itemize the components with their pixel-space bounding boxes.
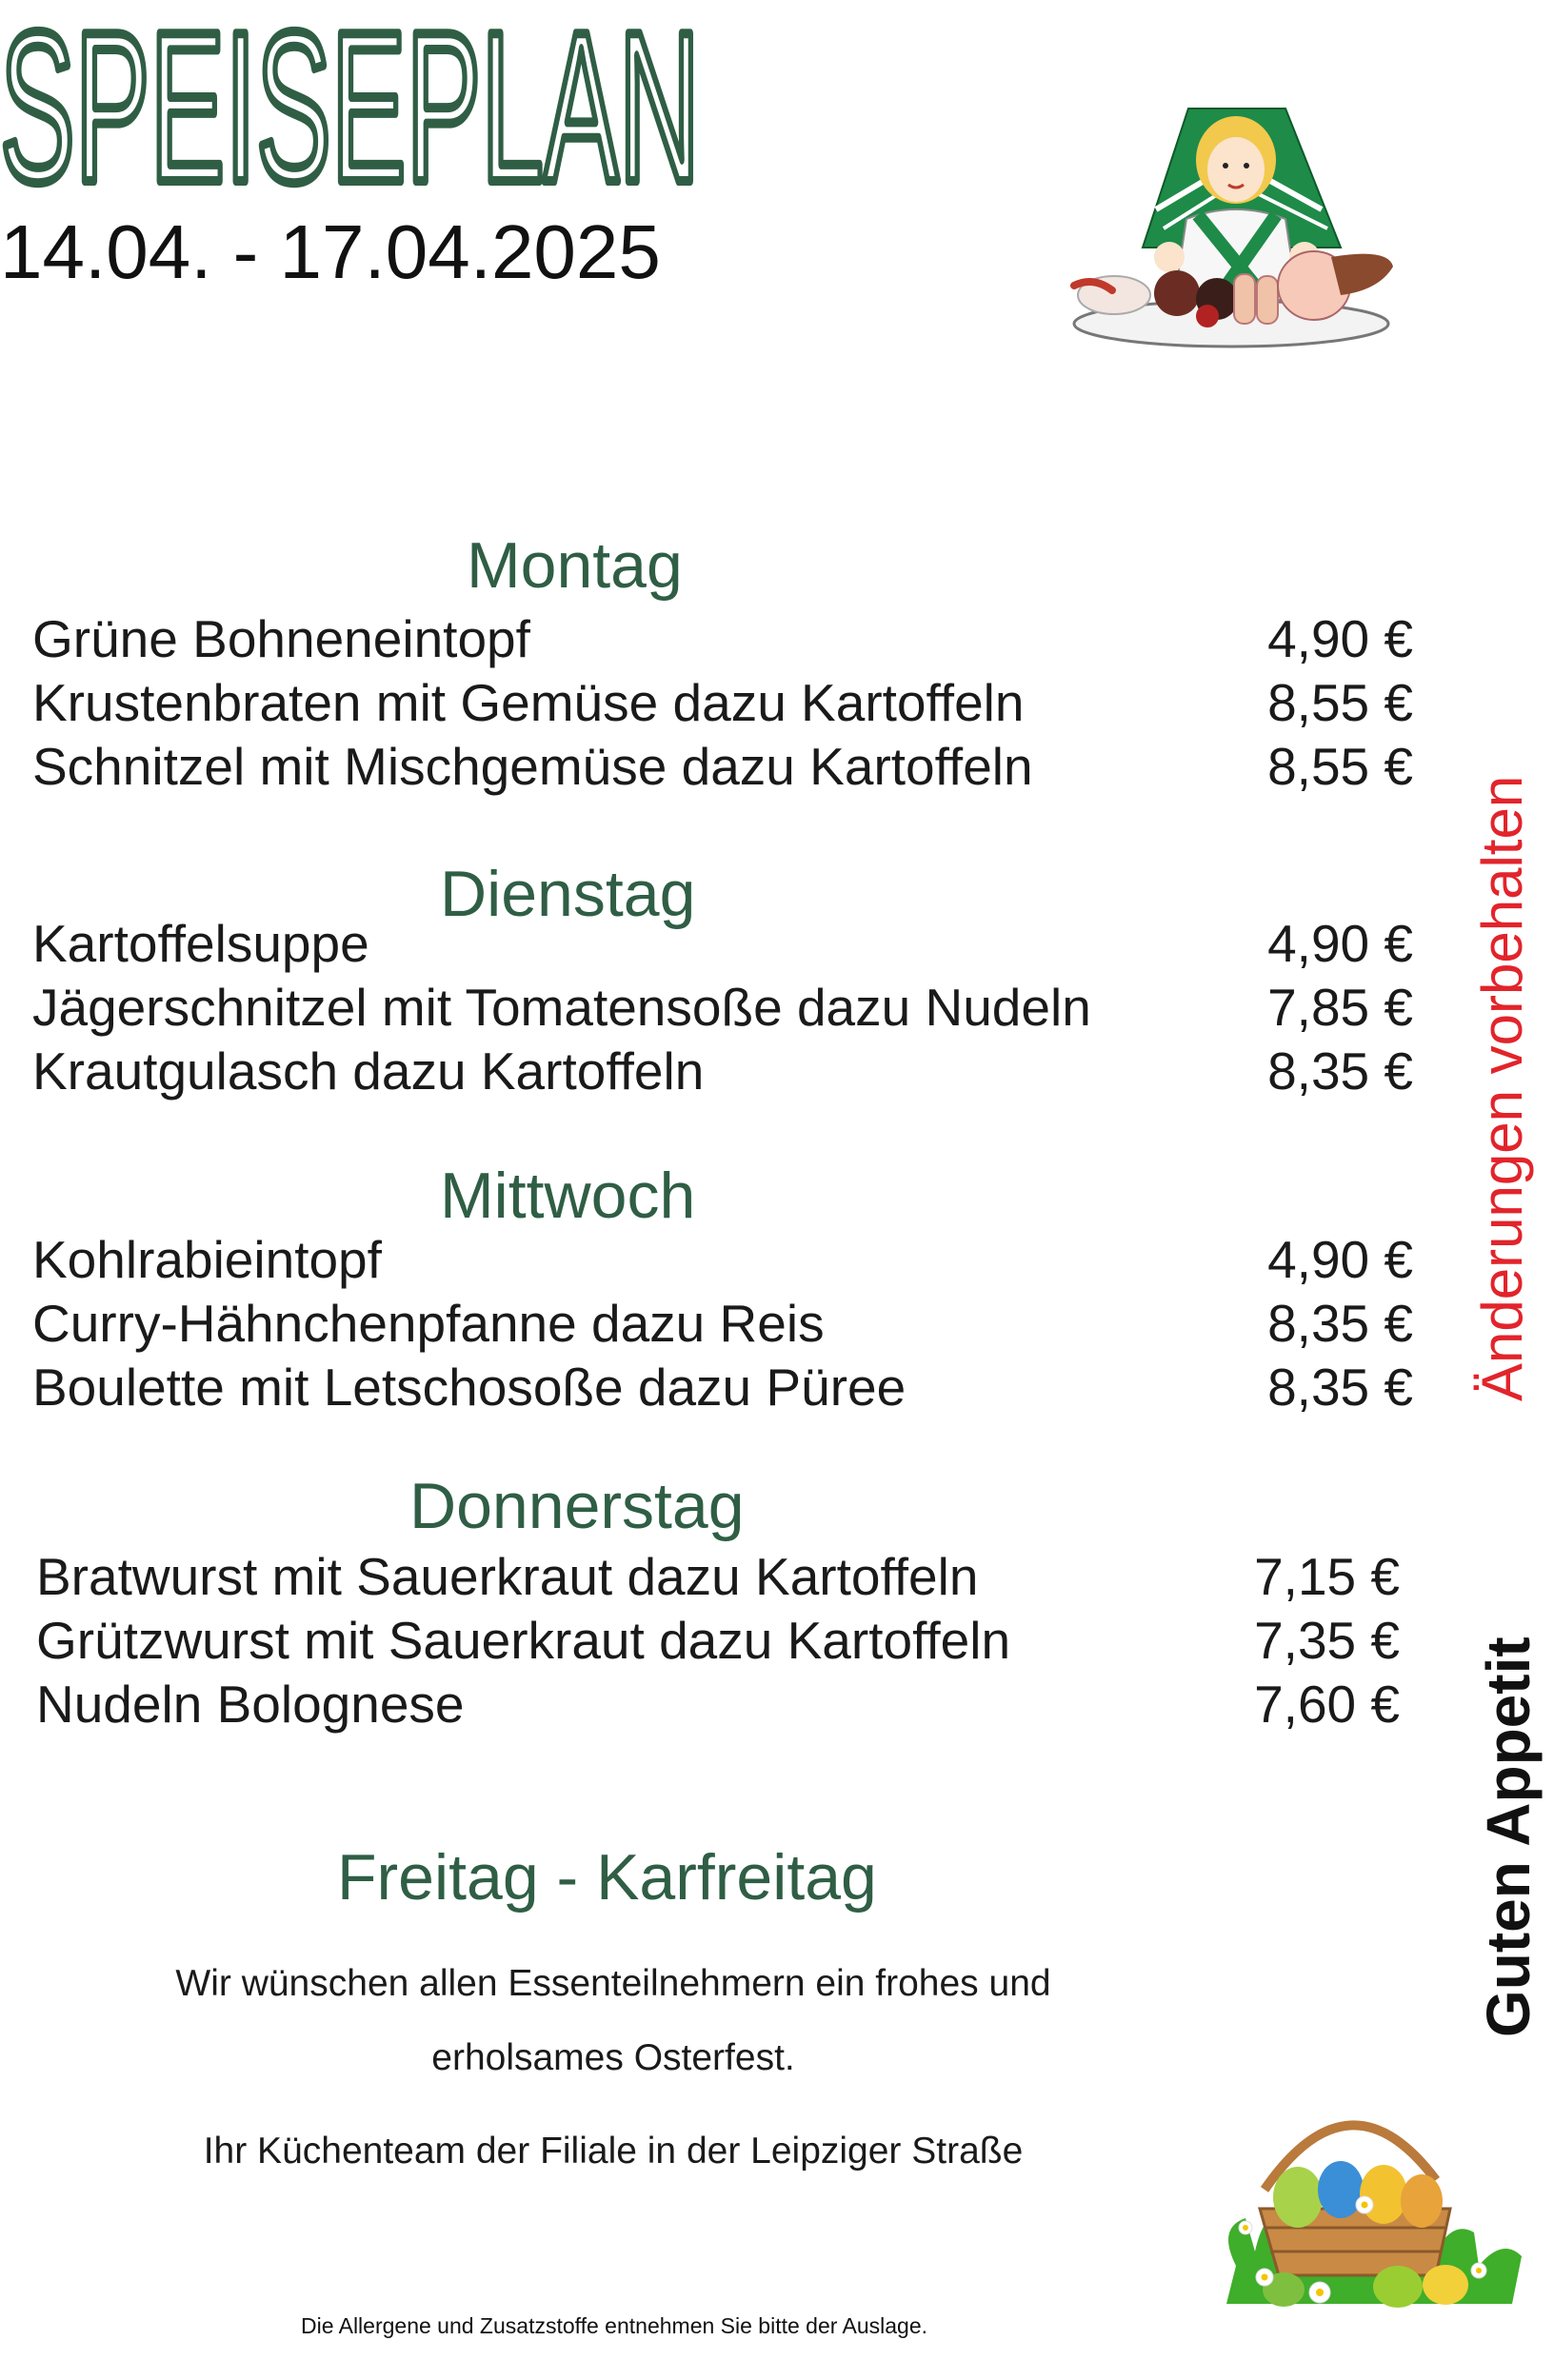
dish-price: 8,35 € — [1267, 1358, 1413, 1417]
dish-name: Jägerschnitzel mit Tomatensoße dazu Nudeln — [32, 978, 1091, 1037]
dish-name: Kohlrabieintopf — [32, 1230, 382, 1289]
butcher-girl-with-meat-platter-icon — [1065, 95, 1409, 352]
dish-name: Nudeln Bolognese — [36, 1675, 465, 1734]
dish-name: Bratwurst mit Sauerkraut dazu Kartoffeln — [36, 1547, 979, 1606]
menu-item — [32, 1292, 1413, 1355]
day-heading-freitag: Freitag - Karfreitag — [337, 1841, 877, 1914]
dish-price: 8,55 € — [1267, 673, 1413, 732]
guten-appetit-note: Guten Appetit — [1474, 1636, 1543, 2037]
dish-price: 8,55 € — [1267, 737, 1413, 796]
menu-item — [32, 1356, 1413, 1418]
menu-item — [36, 1545, 1400, 1608]
allergen-footer-note: Die Allergene und Zusatzstoffe entnehmen Sie bitte der Auslage. — [300, 2313, 928, 2338]
holiday-message-line1: Wir wünschen allen Essenteilnehmern ein frohes und — [175, 1963, 1051, 2004]
menu-item — [32, 671, 1413, 734]
menu-item — [32, 607, 1413, 670]
dish-price: 8,35 € — [1267, 1041, 1413, 1101]
svg-text:SPEISEPLAN: SPEISEPLAN — [0, 0, 701, 227]
holiday-message-line2: erholsames Osterfest. — [431, 2037, 795, 2078]
dish-price: 7,35 € — [1254, 1611, 1400, 1670]
dish-price: 4,90 € — [1267, 914, 1413, 973]
page-title — [0, 0, 724, 227]
menu-item — [32, 735, 1413, 798]
easter-basket-icon — [1207, 2075, 1533, 2313]
menu-item — [32, 1228, 1413, 1291]
dish-price: 7,85 € — [1267, 978, 1413, 1037]
dish-name: Grüne Bohneneintopf — [32, 609, 530, 668]
changes-reserved-note: Änderungen vorbehalten — [1470, 775, 1534, 1401]
dish-price: 7,60 € — [1254, 1675, 1400, 1734]
dish-price: 8,35 € — [1267, 1294, 1413, 1353]
day-heading-donnerstag: Donnerstag — [409, 1470, 745, 1542]
day-heading-dienstag: Dienstag — [440, 858, 696, 930]
dish-name: Curry-Hähnchenpfanne dazu Reis — [32, 1294, 825, 1353]
menu-item — [36, 1609, 1400, 1672]
dish-price: 4,90 € — [1267, 609, 1413, 668]
dish-name: Kartoffelsuppe — [32, 914, 369, 973]
dish-name: Schnitzel mit Mischgemüse dazu Kartoffeln — [32, 737, 1033, 796]
dish-name: Boulette mit Letschosoße dazu Püree — [32, 1358, 906, 1417]
dish-name: Krustenbraten mit Gemüse dazu Kartoffeln — [32, 673, 1025, 732]
menu-item — [32, 1040, 1413, 1102]
dish-price: 4,90 € — [1267, 1230, 1413, 1289]
menu-item — [32, 976, 1413, 1039]
kitchen-team-signature: Ihr Küchenteam der Filiale in der Leipziger Straße — [203, 2131, 1024, 2172]
dish-price: 7,15 € — [1254, 1547, 1400, 1606]
dish-name: Grützwurst mit Sauerkraut dazu Kartoffeln — [36, 1611, 1011, 1670]
menu-item — [32, 912, 1413, 975]
date-range: 14.04. - 17.04.2025 — [0, 209, 661, 294]
day-heading-mittwoch: Mittwoch — [440, 1160, 696, 1232]
dish-name: Krautgulasch dazu Kartoffeln — [32, 1041, 705, 1101]
menu-item — [36, 1673, 1400, 1735]
day-heading-montag: Montag — [467, 529, 683, 602]
